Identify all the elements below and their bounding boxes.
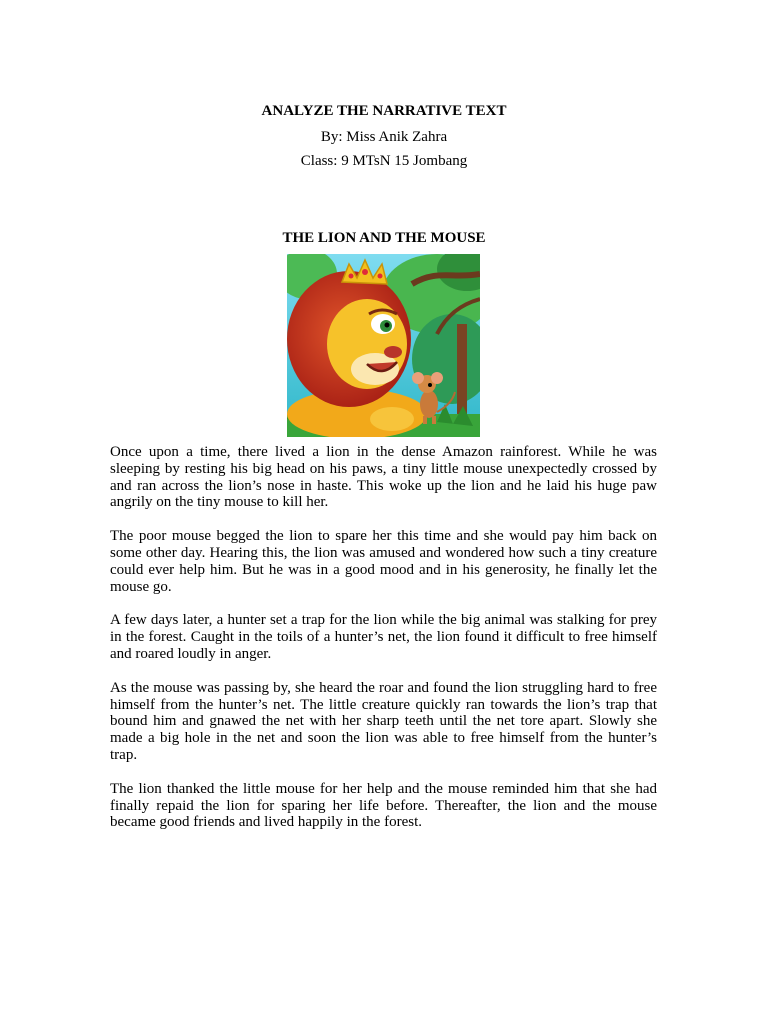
story-paragraph: As the mouse was passing by, she heard the roar and found the lion struggling hard to free himself from the hunter’s net. The little creature quickly ran towards the lion’s trap that bound him and gnawed the net with her sharp teeth until the net tore apart. Slowly she made a big hole in the net and soon the lion was able to free himself from the hunter’s trap. — [110, 679, 657, 763]
class-line: Class: 9 MTsN 15 Jombang — [300, 153, 468, 169]
story-title: THE LION AND THE MOUSE — [282, 230, 486, 246]
story-paragraph: The lion thanked the little mouse for her help and the mouse reminded him that she had finally repaid the lion for sparing her life before. Thereafter, the lion and the mouse became good friends and lived happily in the forest. — [110, 780, 657, 831]
lion-and-mouse-illustration — [287, 254, 480, 437]
story-paragraph: The poor mouse begged the lion to spare her this time and she would pay him back on some other day. Hearing this, the lion was amused and wondered how such a tiny creature could ever help him. But he was in a good mood and in his generosity, he finally let the mouse go. — [110, 528, 657, 595]
story-body — [110, 444, 657, 848]
story-paragraph: Once upon a time, there lived a lion in the dense Amazon rainforest. While he was sleeping by resting his big head on his paws, a tiny little mouse unexpectedly crossed by and ran across the lion’s nose in haste. This woke up the lion and he laid his huge paw angrily on the tiny mouse to kill her. — [110, 444, 657, 511]
author-line: By: Miss Anik Zahra — [320, 129, 448, 145]
document-heading: ANALYZE THE NARRATIVE TEXT — [261, 103, 507, 119]
story-paragraph: A few days later, a hunter set a trap for the lion while the big animal was stalking for prey in the forest. Caught in the toils of a hunter’s net, the lion found it difficult to free himself and roared loudly in anger. — [110, 612, 657, 662]
